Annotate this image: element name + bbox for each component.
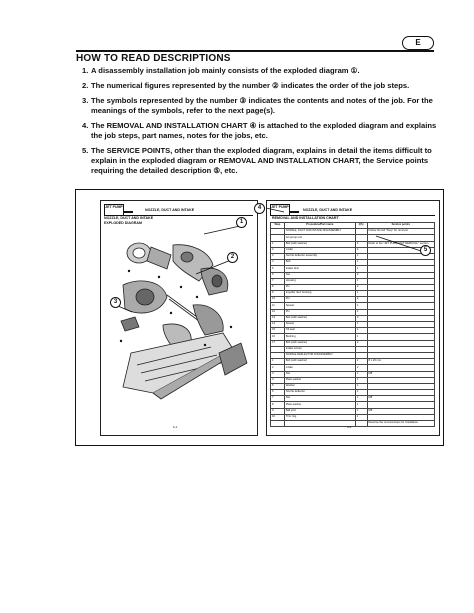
qty-cell: 4 [355, 241, 367, 247]
step-text: The SERVICE POINTS, other than the exploded diagram, explains in detail the items difficult to explain in the exploded diagram or REMOVAL AND INSTALLATION CHART, the Service points requiring the detailed description ⑤, etc. [91, 146, 432, 175]
part-cell: Nozzle deflector [284, 390, 355, 396]
qty-cell: 2 [355, 365, 367, 371]
qty-cell: 1 [355, 377, 367, 383]
service-cell: Reverse the removal steps for installation. [367, 421, 434, 427]
qty-cell: 1 [355, 396, 367, 402]
step-cell: 1 [271, 359, 285, 365]
part-cell: Bolt (with washer) [284, 340, 355, 346]
col-part: Procedure/Part name [284, 223, 355, 229]
part-cell: NOZZLE DEFLECTOR DISASSEMBLY [284, 352, 355, 358]
step-number: 5. [82, 146, 89, 155]
step-cell: 3 [271, 371, 285, 377]
callout-leaders [76, 190, 443, 445]
part-cell: Pin [284, 297, 355, 303]
page-number: 6-4 [347, 425, 352, 429]
section-tab: JET PUMP [104, 204, 124, 216]
qty-cell: 2 [355, 359, 367, 365]
part-cell: Spacer [284, 303, 355, 309]
callout-2: 2 [227, 252, 238, 263]
page-heading: HOW TO READ DESCRIPTIONS [76, 53, 231, 64]
part-cell: Intake screen [284, 346, 355, 352]
qty-cell: 2 [355, 284, 367, 290]
col-service: Service points [367, 223, 434, 229]
step-cell: 9 [271, 291, 285, 297]
part-cell: Ball joint [284, 408, 355, 414]
step-number: 2. [82, 81, 89, 90]
qty-cell: 1 [355, 266, 367, 272]
step-cell: 11 [271, 303, 285, 309]
language-badge: E [402, 36, 434, 50]
qty-cell: 1 [355, 383, 367, 389]
part-cell: Plate washer [284, 402, 355, 408]
subtitle: NOZZLE, DUCT AND INTAKE [104, 216, 154, 220]
step-cell: 7 [271, 396, 285, 402]
part-cell: Plate washer [284, 377, 355, 383]
example-figure [75, 189, 444, 446]
step-text: A disassembly installation job mainly consists of the exploded diagram ①. [91, 66, 360, 75]
step-text: The REMOVAL AND INSTALLATION CHART ④ is attached to the exploded diagram and explains the job steps, part names, notes for the jobs, etc. [91, 121, 437, 140]
part-cell: Oil seal [284, 328, 355, 334]
part-cell: Washer [284, 383, 355, 389]
qty-cell: 1 [355, 328, 367, 334]
header-rule [76, 50, 434, 52]
step-text: The numerical figures represented by the number ② indicates the order of the job steps. [91, 81, 410, 90]
part-cell: Bolt (with washer) [284, 359, 355, 365]
part-cell: Housing [284, 278, 355, 284]
section-tab: JET PUMP [270, 204, 290, 216]
col-qty: Q'ty [355, 223, 367, 229]
service-cell: M8 [367, 408, 434, 414]
qty-cell: 4 [355, 247, 367, 253]
step-cell: 8 [271, 284, 285, 290]
diagram-label: EXPLODED DIAGRAM [104, 221, 142, 225]
qty-cell: 3 [355, 315, 367, 321]
part-cell: Impeller duct housing [284, 291, 355, 297]
step-number: 4. [82, 121, 89, 130]
part-cell: Jet pump unit [284, 235, 355, 241]
qty-cell: 1 [355, 291, 367, 297]
step-cell: 6 [271, 272, 285, 278]
step-cell: 4 [271, 260, 285, 266]
step-3 [82, 96, 442, 116]
step-cell: 2 [271, 247, 285, 253]
qty-cell: 1 [355, 334, 367, 340]
qty-cell: 1 [355, 414, 367, 420]
chart-title: REMOVAL AND INSTALLATION CHART [272, 216, 339, 220]
step-cell: 9 [271, 408, 285, 414]
qty-cell: 1 [355, 408, 367, 414]
step-cell: 5 [271, 383, 285, 389]
qty-cell: 1 [355, 322, 367, 328]
step-4 [82, 121, 442, 141]
step-cell: 2 [271, 365, 285, 371]
step-cell: 13 [271, 315, 285, 321]
step-cell: 7 [271, 278, 285, 284]
qty-cell: 2 [355, 297, 367, 303]
part-cell: Bolt (with washer) [284, 241, 355, 247]
step-1 [82, 66, 442, 76]
service-cell: M8 [367, 396, 434, 402]
part-cell: Nozzle deflector assembly [284, 253, 355, 259]
part-cell: Bolt (with washer) [284, 315, 355, 321]
qty-cell: 1 [355, 371, 367, 377]
qty-cell: 1 [355, 278, 367, 284]
part-cell: NOZZLE, DUCT AND INTAKE DISASSEMBLY [284, 229, 355, 235]
callout-3: 3 [110, 297, 121, 308]
step-cell: 3 [271, 253, 285, 259]
col-step: Step [271, 223, 285, 229]
step-cell: 8 [271, 402, 285, 408]
service-cell: Follow the left "Step" for removal. [367, 229, 434, 235]
qty-cell: 1 [355, 390, 367, 396]
callout-1: 1 [236, 217, 247, 228]
part-cell: Collar [284, 247, 355, 253]
qty-cell: 1 [355, 402, 367, 408]
qty-cell: 1 [355, 253, 367, 259]
part-cell: Nut [284, 396, 355, 402]
part-cell: Nut [284, 272, 355, 278]
part-cell: Nut [284, 371, 355, 377]
step-cell: 17 [271, 340, 285, 346]
qty-cell: 1 [355, 309, 367, 315]
callout-5: 5 [420, 245, 431, 256]
callout-4: 4 [254, 203, 265, 214]
step-2 [82, 81, 442, 91]
qty-cell: 1 [355, 260, 367, 266]
section-title: NOZZLE, DUCT AND INTAKE [303, 208, 353, 212]
part-cell: Spacer [284, 322, 355, 328]
step-cell: 4 [271, 377, 285, 383]
step-number: 1. [82, 66, 89, 75]
page-number: 6-1 [173, 425, 178, 429]
part-cell: Bushing [284, 334, 355, 340]
part-cell: Collar [284, 365, 355, 371]
step-cell: 5 [271, 266, 285, 272]
step-text: The symbols represented by the number ③ indicates the contents and notes of the job. For the meanings of the symbols, refer to the next page(s). [91, 96, 433, 115]
service-cell: 8 x 20 mm [367, 359, 434, 365]
step-5 [82, 146, 442, 176]
step-cell: 1 [271, 241, 285, 247]
step-cell: 14 [271, 322, 285, 328]
step-cell: 15 [271, 328, 285, 334]
part-cell: Pin [284, 284, 355, 290]
step-cell: 6 [271, 390, 285, 396]
step-cell: 10 [271, 297, 285, 303]
step-cell: 12 [271, 309, 285, 315]
part-cell: Bolt [284, 260, 355, 266]
part-cell: Pin [284, 309, 355, 315]
qty-cell: 2 [355, 272, 367, 278]
step-cell: 16 [271, 334, 285, 340]
part-cell: Trim ring [284, 414, 355, 420]
qty-cell: 1 [355, 303, 367, 309]
step-number: 3. [82, 96, 89, 105]
part-cell: Intake duct [284, 266, 355, 272]
service-cell: Refer to the "JET PUMP UNIT REMOVAL" section. [367, 241, 434, 247]
service-cell: M8 [367, 371, 434, 377]
qty-cell: 2 [355, 340, 367, 346]
section-title: NOZZLE, DUCT AND INTAKE [145, 208, 195, 212]
step-cell: 10 [271, 414, 285, 420]
